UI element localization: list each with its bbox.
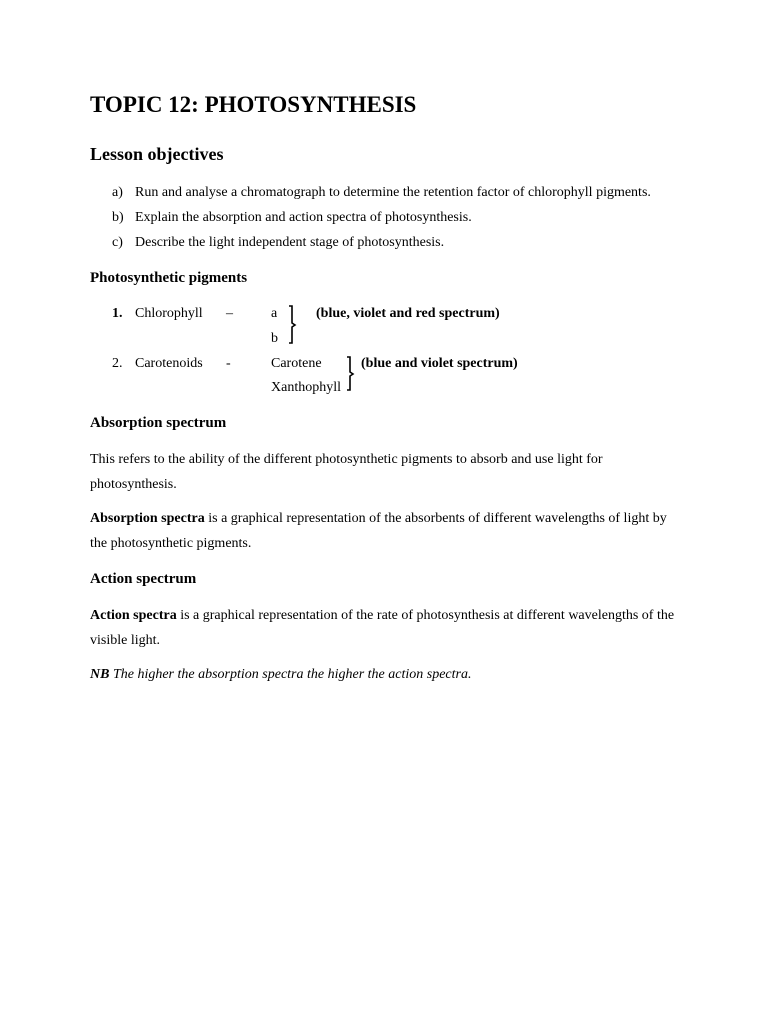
right-brace-icon [344,356,356,392]
action-heading: Action spectrum [90,571,197,587]
page-title: TOPIC 12: PHOTOSYNTHESIS [90,92,417,117]
objective-marker: c) [112,235,123,250]
objective-text: Describe the light independent stage of photosynthesis. [135,235,445,250]
pigment-type: b [271,331,278,346]
action-spectra-text: is a graphical representation of the rate of photosynthesis at different wavelengths of the visible light. [90,608,675,648]
absorption-definition: This refers to the ability of the different photosynthetic pigments to absorb and use light for photosynthesis. [90,452,603,492]
nb-label: NB [90,667,110,682]
objective-marker: a) [112,185,123,200]
nb-text: The higher the absorption spectra the higher the action spectra. [109,667,472,682]
objective-text: Run and analyse a chromatograph to determine the retention factor of chlorophyll pigments. [135,185,651,200]
pigment-number: 1. [112,306,123,321]
pigment-type: Xanthophyll [271,380,341,395]
absorption-spectra-text: is a graphical representation of the absorbents of different wavelengths of light by the photosynthetic pigments. [90,511,667,551]
pigment-spectrum-note: (blue, violet and red spectrum) [316,306,500,321]
absorption-spectra-paragraph [90,506,680,556]
term-action-spectra: Action spectra [90,608,177,623]
pigment-type: a [271,306,278,321]
pigment-dash: - [226,356,231,371]
objectives-heading: Lesson objectives [90,144,224,164]
objective-text: Explain the absorption and action spectra of photosynthesis. [135,210,472,225]
pigment-type: Carotene [271,356,322,371]
action-spectra-paragraph [90,603,680,653]
pigment-spectrum-note: (blue and violet spectrum) [361,356,518,371]
term-absorption-spectra: Absorption spectra [90,511,205,526]
pigment-dash: – [226,306,233,321]
pigment-name: Carotenoids [135,356,203,371]
pigment-number: 2. [112,356,123,371]
right-brace-icon [286,305,298,345]
nb-note [90,662,680,687]
pigment-name: Chlorophyll [135,306,203,321]
objective-marker: b) [112,210,124,225]
absorption-heading: Absorption spectrum [90,415,227,431]
pigments-heading: Photosynthetic pigments [90,270,248,286]
